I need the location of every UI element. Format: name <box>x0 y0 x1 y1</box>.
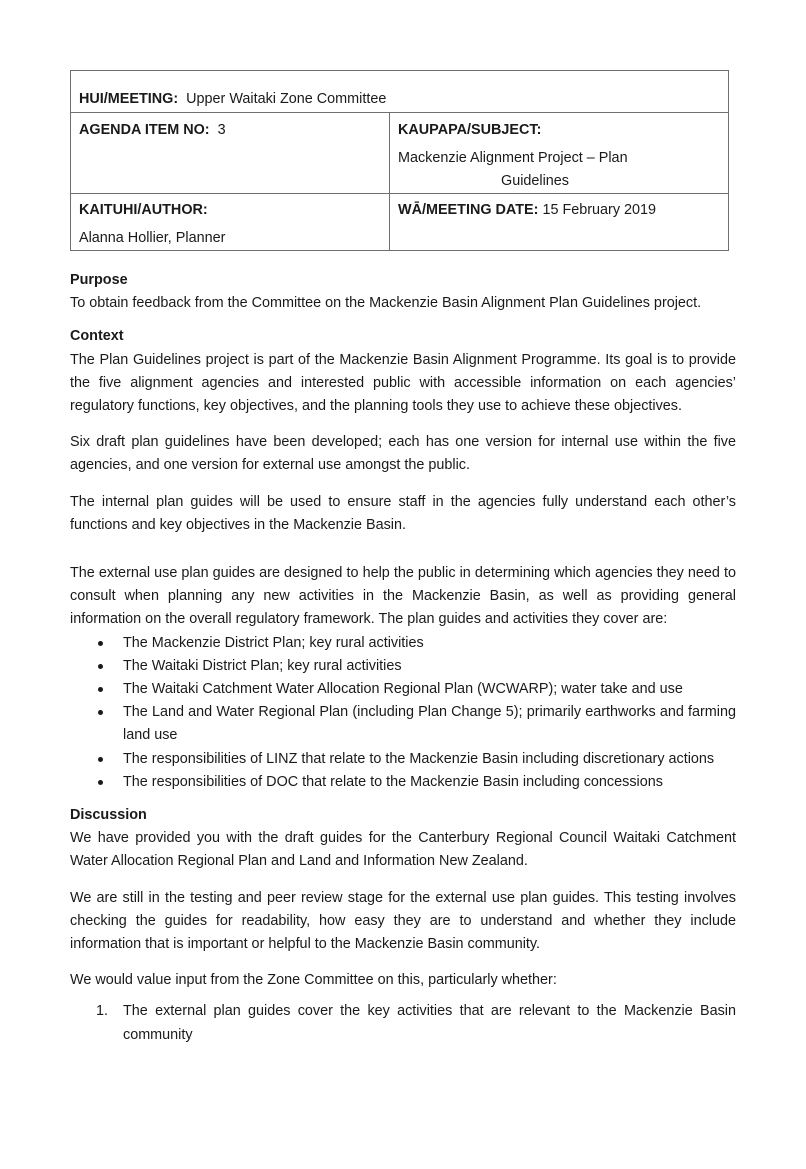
meeting-label: HUI/MEETING: <box>79 91 179 107</box>
list-item-text: The responsibilities of DOC that relate to the Mackenzie Basin including concessions <box>123 773 663 790</box>
bullet-icon <box>98 641 103 646</box>
author-label: KAITUHI/AUTHOR: <box>79 202 208 218</box>
list-item-text: The Mackenzie District Plan; key rural activities <box>123 634 424 651</box>
agenda-header-table <box>70 70 729 251</box>
meeting-date-value: 15 February 2019 <box>542 202 657 218</box>
bullet-icon <box>98 664 103 669</box>
bullet-icon <box>98 710 103 715</box>
list-item-text: The Waitaki District Plan; key rural activities <box>123 657 402 674</box>
context-paragraph: Six draft plan guidelines have been developed; each has one version for internal use within the five agencies, and one version for external use amongst the public. <box>70 434 736 474</box>
context-paragraph: The internal plan guides will be used to ensure staff in the agencies fully understand each other’s functions and key objectives in the Mackenzie Basin. <box>70 493 736 533</box>
agenda-item-label: AGENDA ITEM NO: <box>79 122 210 138</box>
context-paragraph: The external use plan guides are designed to help the public in determining which agencies they need to consult when planning any new activities in the Mackenzie Basin, as well as providing general information on the overall regulatory framework. The plan guides and activities they cover are: <box>70 565 736 628</box>
meeting-date-label: WĀ/MEETING DATE: <box>398 202 539 218</box>
meeting-date-cell <box>390 194 729 251</box>
discussion-heading: Discussion <box>70 807 147 824</box>
purpose-heading: Purpose <box>70 272 128 288</box>
list-item <box>70 771 736 794</box>
purpose-text: To obtain feedback from the Committee on the Mackenzie Basin Alignment Plan Guidelines project. <box>70 295 702 312</box>
discussion-paragraph: We have provided you with the draft guides for the Canterbury Regional Council Waitaki Catchment Water Allocation Regional Plan and Land and Information New Zealand. <box>70 830 736 870</box>
subject-cell <box>390 113 729 194</box>
context-heading: Context <box>70 328 124 345</box>
list-item <box>70 678 736 701</box>
feedback-questions-list <box>70 1000 736 1046</box>
list-item <box>70 701 736 747</box>
subject-label: KAUPAPA/SUBJECT: <box>398 122 542 138</box>
meeting-cell <box>71 71 729 113</box>
bullet-icon <box>98 687 103 692</box>
list-item <box>70 655 736 678</box>
meeting-value: Upper Waitaki Zone Committee <box>186 91 387 107</box>
plan-guides-list <box>70 632 736 794</box>
list-item-text: The Land and Water Regional Plan (including Plan Change 5); primarily earthworks and farming land use <box>123 704 736 744</box>
document-body <box>70 269 736 1047</box>
author-value: Alanna Hollier, Planner <box>79 230 226 246</box>
context-paragraph: The Plan Guidelines project is part of the Mackenzie Basin Alignment Programme. Its goal is to provide the five alignment agencies and interested public with accessible information on each agencies’ regulatory functions, key objectives, and the planning tools they use to achieve these objectives. <box>70 351 736 415</box>
discussion-paragraph: We would value input from the Zone Committee on this, particularly whether: <box>70 972 557 989</box>
item-number: 1. <box>96 1003 109 1020</box>
agenda-item-cell <box>71 113 390 194</box>
list-item <box>70 632 736 655</box>
list-item <box>70 748 736 771</box>
discussion-paragraph: We are still in the testing and peer review stage for the external use plan guides. This testing involves checking the guides for readability, how easy they are to understand and whether they include information that is important or helpful to the Mackenzie Basin community. <box>70 889 736 953</box>
numbered-item-text: The external plan guides cover the key activities that are relevant to the Mackenzie Basin community <box>123 1003 736 1043</box>
bullet-icon <box>98 757 103 762</box>
subject-line-1: Mackenzie Alignment Project – Plan <box>398 150 628 166</box>
subject-line-2: Guidelines <box>501 173 569 189</box>
numbered-item <box>70 1000 736 1046</box>
author-cell <box>71 194 390 251</box>
list-item-text: The responsibilities of LINZ that relate to the Mackenzie Basin including discretionary actions <box>123 750 715 767</box>
agenda-item-value: 3 <box>217 122 226 138</box>
list-item-text: The Waitaki Catchment Water Allocation Regional Plan (WCWARP); water take and use <box>123 681 683 698</box>
bullet-icon <box>98 780 103 785</box>
